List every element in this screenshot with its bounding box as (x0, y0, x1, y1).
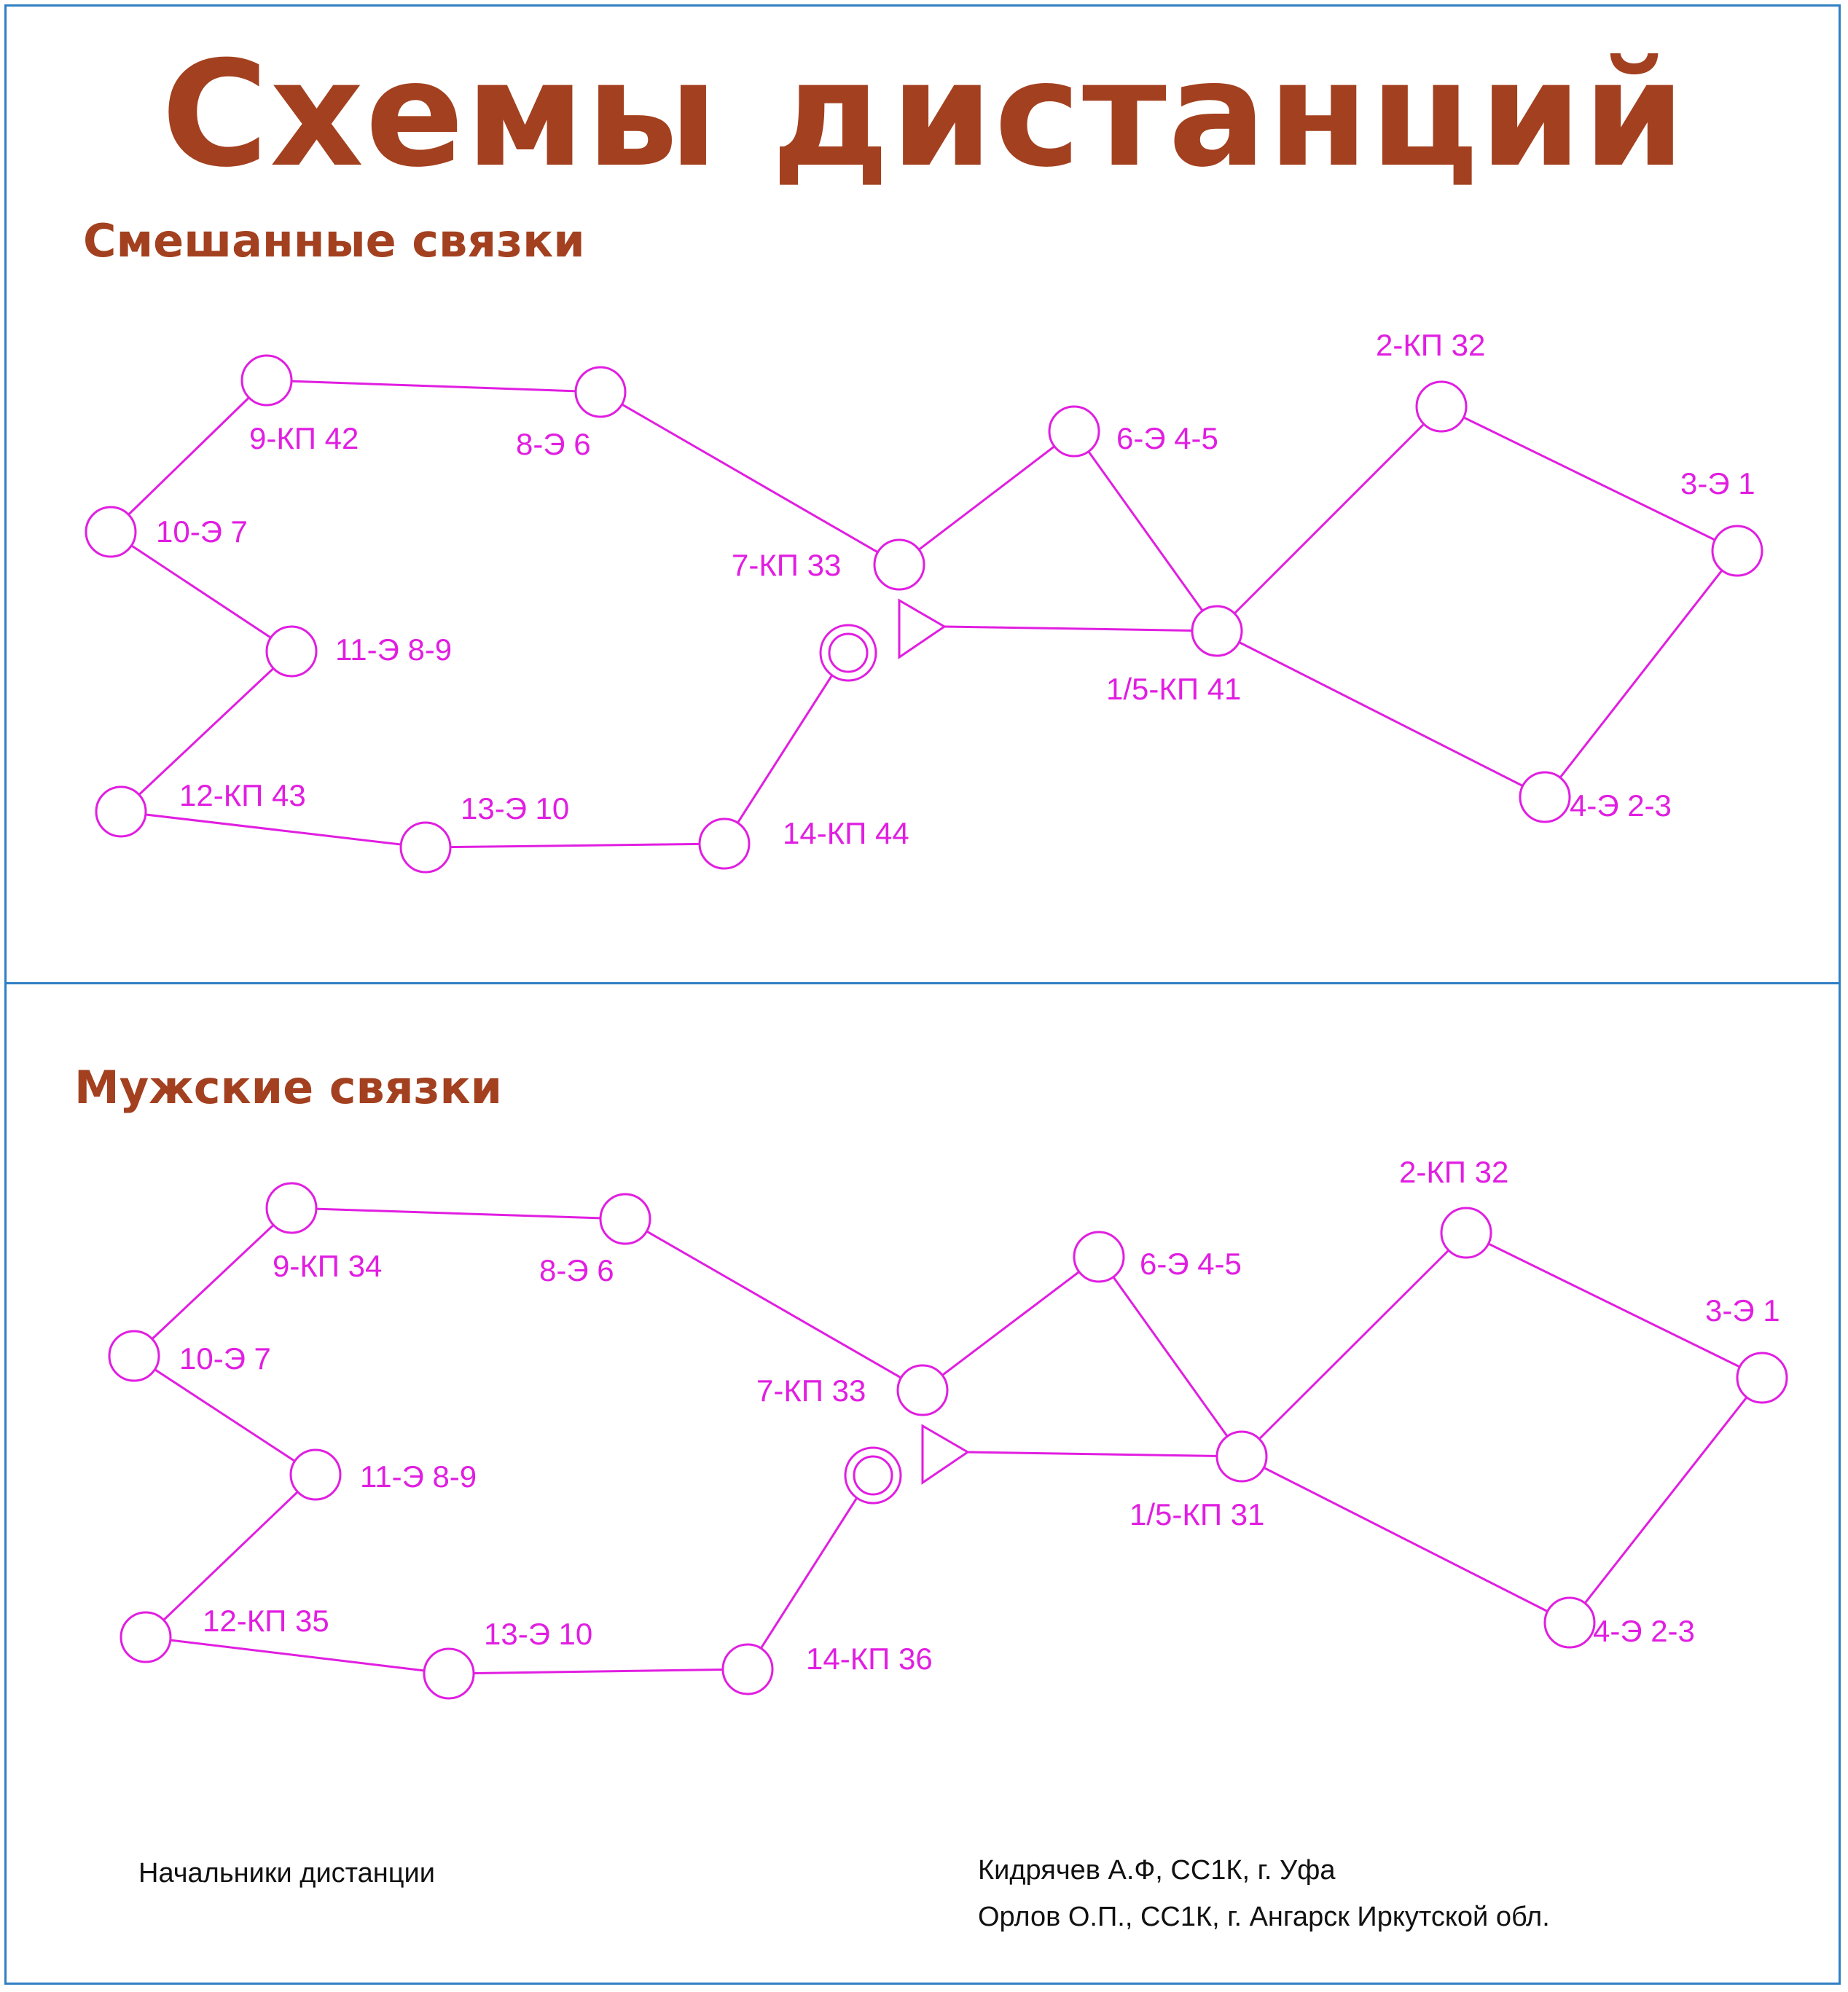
control-point-3 (1737, 1353, 1787, 1403)
leg-9-10 (134, 1208, 291, 1356)
label-cp-2: 2-КП 32 (1376, 328, 1486, 362)
finish-inner-circle (854, 1456, 892, 1494)
leg-8-7 (600, 392, 899, 565)
leg-10-11 (111, 532, 291, 651)
control-point-10 (109, 1331, 159, 1381)
leg-7-6 (899, 431, 1074, 565)
control-point-10 (86, 507, 136, 557)
control-point-8 (576, 367, 625, 417)
control-point-6 (1049, 407, 1099, 456)
label-cp-9: 9-КП 34 (273, 1249, 383, 1283)
label-cp-12: 12-КП 43 (179, 778, 306, 812)
control-point-11 (291, 1450, 340, 1499)
start-triangle (899, 600, 944, 657)
leg-7-6 (923, 1257, 1099, 1390)
course-setters-label: Начальники дистанции (138, 1858, 435, 1889)
author-line-2: Орлов О.П., СС1К, г. Ангарск Иркутской обл. (978, 1902, 1550, 1932)
control-point-4 (1520, 772, 1570, 822)
leg-triangle-1 (968, 1452, 1242, 1456)
control-point-11 (267, 627, 316, 676)
leg-triangle-1 (944, 627, 1217, 631)
start-triangle (923, 1426, 968, 1483)
label-cp-4: 4-Э 2-3 (1570, 788, 1672, 823)
control-point-4 (1545, 1598, 1594, 1647)
label-cp-2: 2-КП 32 (1399, 1155, 1509, 1189)
leg-6-1 (1074, 431, 1217, 631)
label-cp-11: 11-Э 8-9 (335, 632, 453, 667)
leg-9-8 (291, 1208, 625, 1219)
label-cp-13: 13-Э 10 (484, 1617, 593, 1651)
control-point-12 (121, 1612, 171, 1662)
author-line-1: Кидрячев А.Ф, СС1К, г. Уфа (978, 1855, 1336, 1886)
control-point-6 (1074, 1232, 1124, 1282)
label-cp-4: 4-Э 2-3 (1593, 1614, 1695, 1648)
leg-1-2 (1242, 1233, 1466, 1456)
label-cp-10: 10-Э 7 (156, 514, 248, 549)
finish-inner-circle (829, 634, 867, 672)
label-cp-6: 6-Э 4-5 (1140, 1247, 1242, 1281)
control-point-14 (723, 1644, 772, 1694)
label-cp-8: 8-Э 6 (516, 427, 591, 461)
control-point-3 (1712, 526, 1762, 576)
label-cp-13: 13-Э 10 (461, 791, 570, 826)
label-cp-12: 12-КП 35 (203, 1604, 329, 1638)
label-cp-9: 9-КП 42 (249, 421, 359, 455)
men-course-diagram (0, 827, 1848, 1676)
control-point-2 (1417, 382, 1466, 431)
page-title: Схемы дистанций (161, 30, 1687, 200)
leg-9-10 (111, 380, 267, 532)
label-cp-7: 7-КП 33 (756, 1373, 866, 1408)
control-point-7 (898, 1365, 947, 1415)
control-point-13 (424, 1649, 474, 1698)
label-cp-7: 7-КП 33 (732, 548, 842, 582)
mixed-course-diagram (0, 0, 1848, 850)
label-cp-3: 3-Э 1 (1680, 466, 1755, 501)
label-cp-10: 10-Э 7 (179, 1341, 271, 1376)
control-point-2 (1441, 1208, 1491, 1258)
control-point-9 (267, 1183, 316, 1233)
leg-6-1 (1099, 1257, 1242, 1456)
label-cp-8: 8-Э 6 (539, 1253, 614, 1287)
label-cp-14: 14-КП 36 (806, 1642, 933, 1676)
label-cp-11: 11-Э 8-9 (360, 1459, 477, 1494)
control-point-1-5 (1217, 1432, 1266, 1481)
mixed-section-heading: Смешанные связки (83, 214, 585, 267)
control-point-1-5 (1192, 606, 1242, 656)
control-point-8 (600, 1194, 650, 1244)
label-cp-6: 6-Э 4-5 (1116, 421, 1218, 455)
label-cp-3: 3-Э 1 (1705, 1293, 1780, 1328)
label-cp-14: 14-КП 44 (783, 816, 909, 850)
men-section-heading: Мужские связки (74, 1061, 503, 1114)
control-point-9 (242, 356, 291, 405)
label-cp-1-5: 1/5-КП 31 (1129, 1497, 1265, 1532)
control-point-7 (874, 540, 924, 589)
label-cp-1-5: 1/5-КП 41 (1106, 672, 1242, 706)
leg-1-2 (1217, 407, 1441, 631)
leg-9-8 (267, 380, 600, 392)
leg-8-7 (625, 1219, 923, 1390)
